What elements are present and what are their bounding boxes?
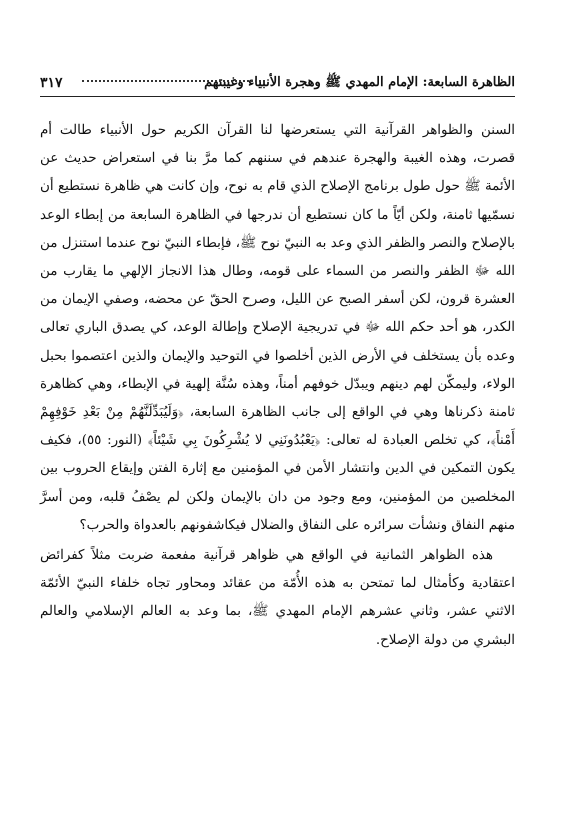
leader-dots bbox=[82, 80, 265, 82]
page-number: ٣١٧ bbox=[40, 75, 63, 91]
running-title: الظاهرة السابعة: الإمام المهدي ﷺ وهجرة الأنبياء وغيبتهم bbox=[204, 75, 515, 90]
paragraph-2: هذه الظواهر الثمانية في الواقع هي ظواهر قرآنية مفعمة ضربت مثلاً كفرائض اعتقادية وكأمثال لما تمتحن به هذه الأُمّة من عقائد ومحاور تجاه خلفاء النبيّ الأئمّة الاثني عشر، وثاني عشرهم الإمام المهدي ﷺ، بما وعد به العالم الإسلامي والعالم البشري من دولة الإصلاح. bbox=[40, 548, 515, 648]
paragraph-1: السنن والظواهر القرآنية التي يستعرضها لنا القرآن الكريم حول الأنبياء طالت أم قصرت، وهذه الغيبة والهجرة عندهم في سننهم كما مرَّ بنا في استعراض حديث عن الأئمة ﷺ حول طول برنامج الإصلاح الذي قام به نوح، وإن كانت هي ظاهرة نستطيع أن نسمّيها ثامنة، ولكن أيّاً ما كان نستطيع أن ندرجها في الظاهرة السابعة من إبطاء الوعد بالإصلاح والنصر والظفر الذي وعد به النبيّ نوح ﷺ، فإبطاء النبيّ نوح عندما استنزل من الله ﷻ الظفر والنصر من السماء على قومه، وطال هذا الانجاز الإلهي ما يقارب من العشرة قرون، لكن أسفر الصبح عن الليل، وصرح الحقّ عن محضه، وصفي الإيمان من الكدر، هو أحد حكم الله ﷻ في تدريجية الإصلاح وإطالة الوعد، كي يصدق الباري تعالى وعده بأن يستخلف في الأرض الذين أخلصوا في التوحيد والإيمان والذين اعتصموا بحبل الولاء، وليمكّن لهم دينهم ويبدّل خوفهم أمناً، وهذه سُنَّة إلهية في الإبطاء، وهي كظاهرة ثامنة ذكرناها وهي في الواقع إلى جانب الظاهرة السابعة، ﴿وَلَيُبَدِّلَنَّهُمْ مِنْ بَعْدِ خَوْفِهِمْ أَمْناً﴾، كي تخلص العبادة له تعالى: ﴿يَعْبُدُونَنِي لا يُشْرِكُونَ بِي شَيْئاً﴾ (النور: ٥٥)، فكيف يكون التمكين في الدين وانتشار الأمن في المؤمنين مع إثارة الفتن وإيقاع الحروب بين المخلصين من المؤمنين، ومع وجود من دان بالإيمان ولكن لم يصْفُ قلبه، ومن أسرَّ منهم النفاق ونشأت سرائره على النفاق والضلال فيكاشفونهم بالعدواة والحرب؟ bbox=[40, 123, 515, 533]
book-page bbox=[40, 70, 515, 655]
page-body bbox=[40, 117, 515, 655]
page-header bbox=[40, 70, 515, 97]
